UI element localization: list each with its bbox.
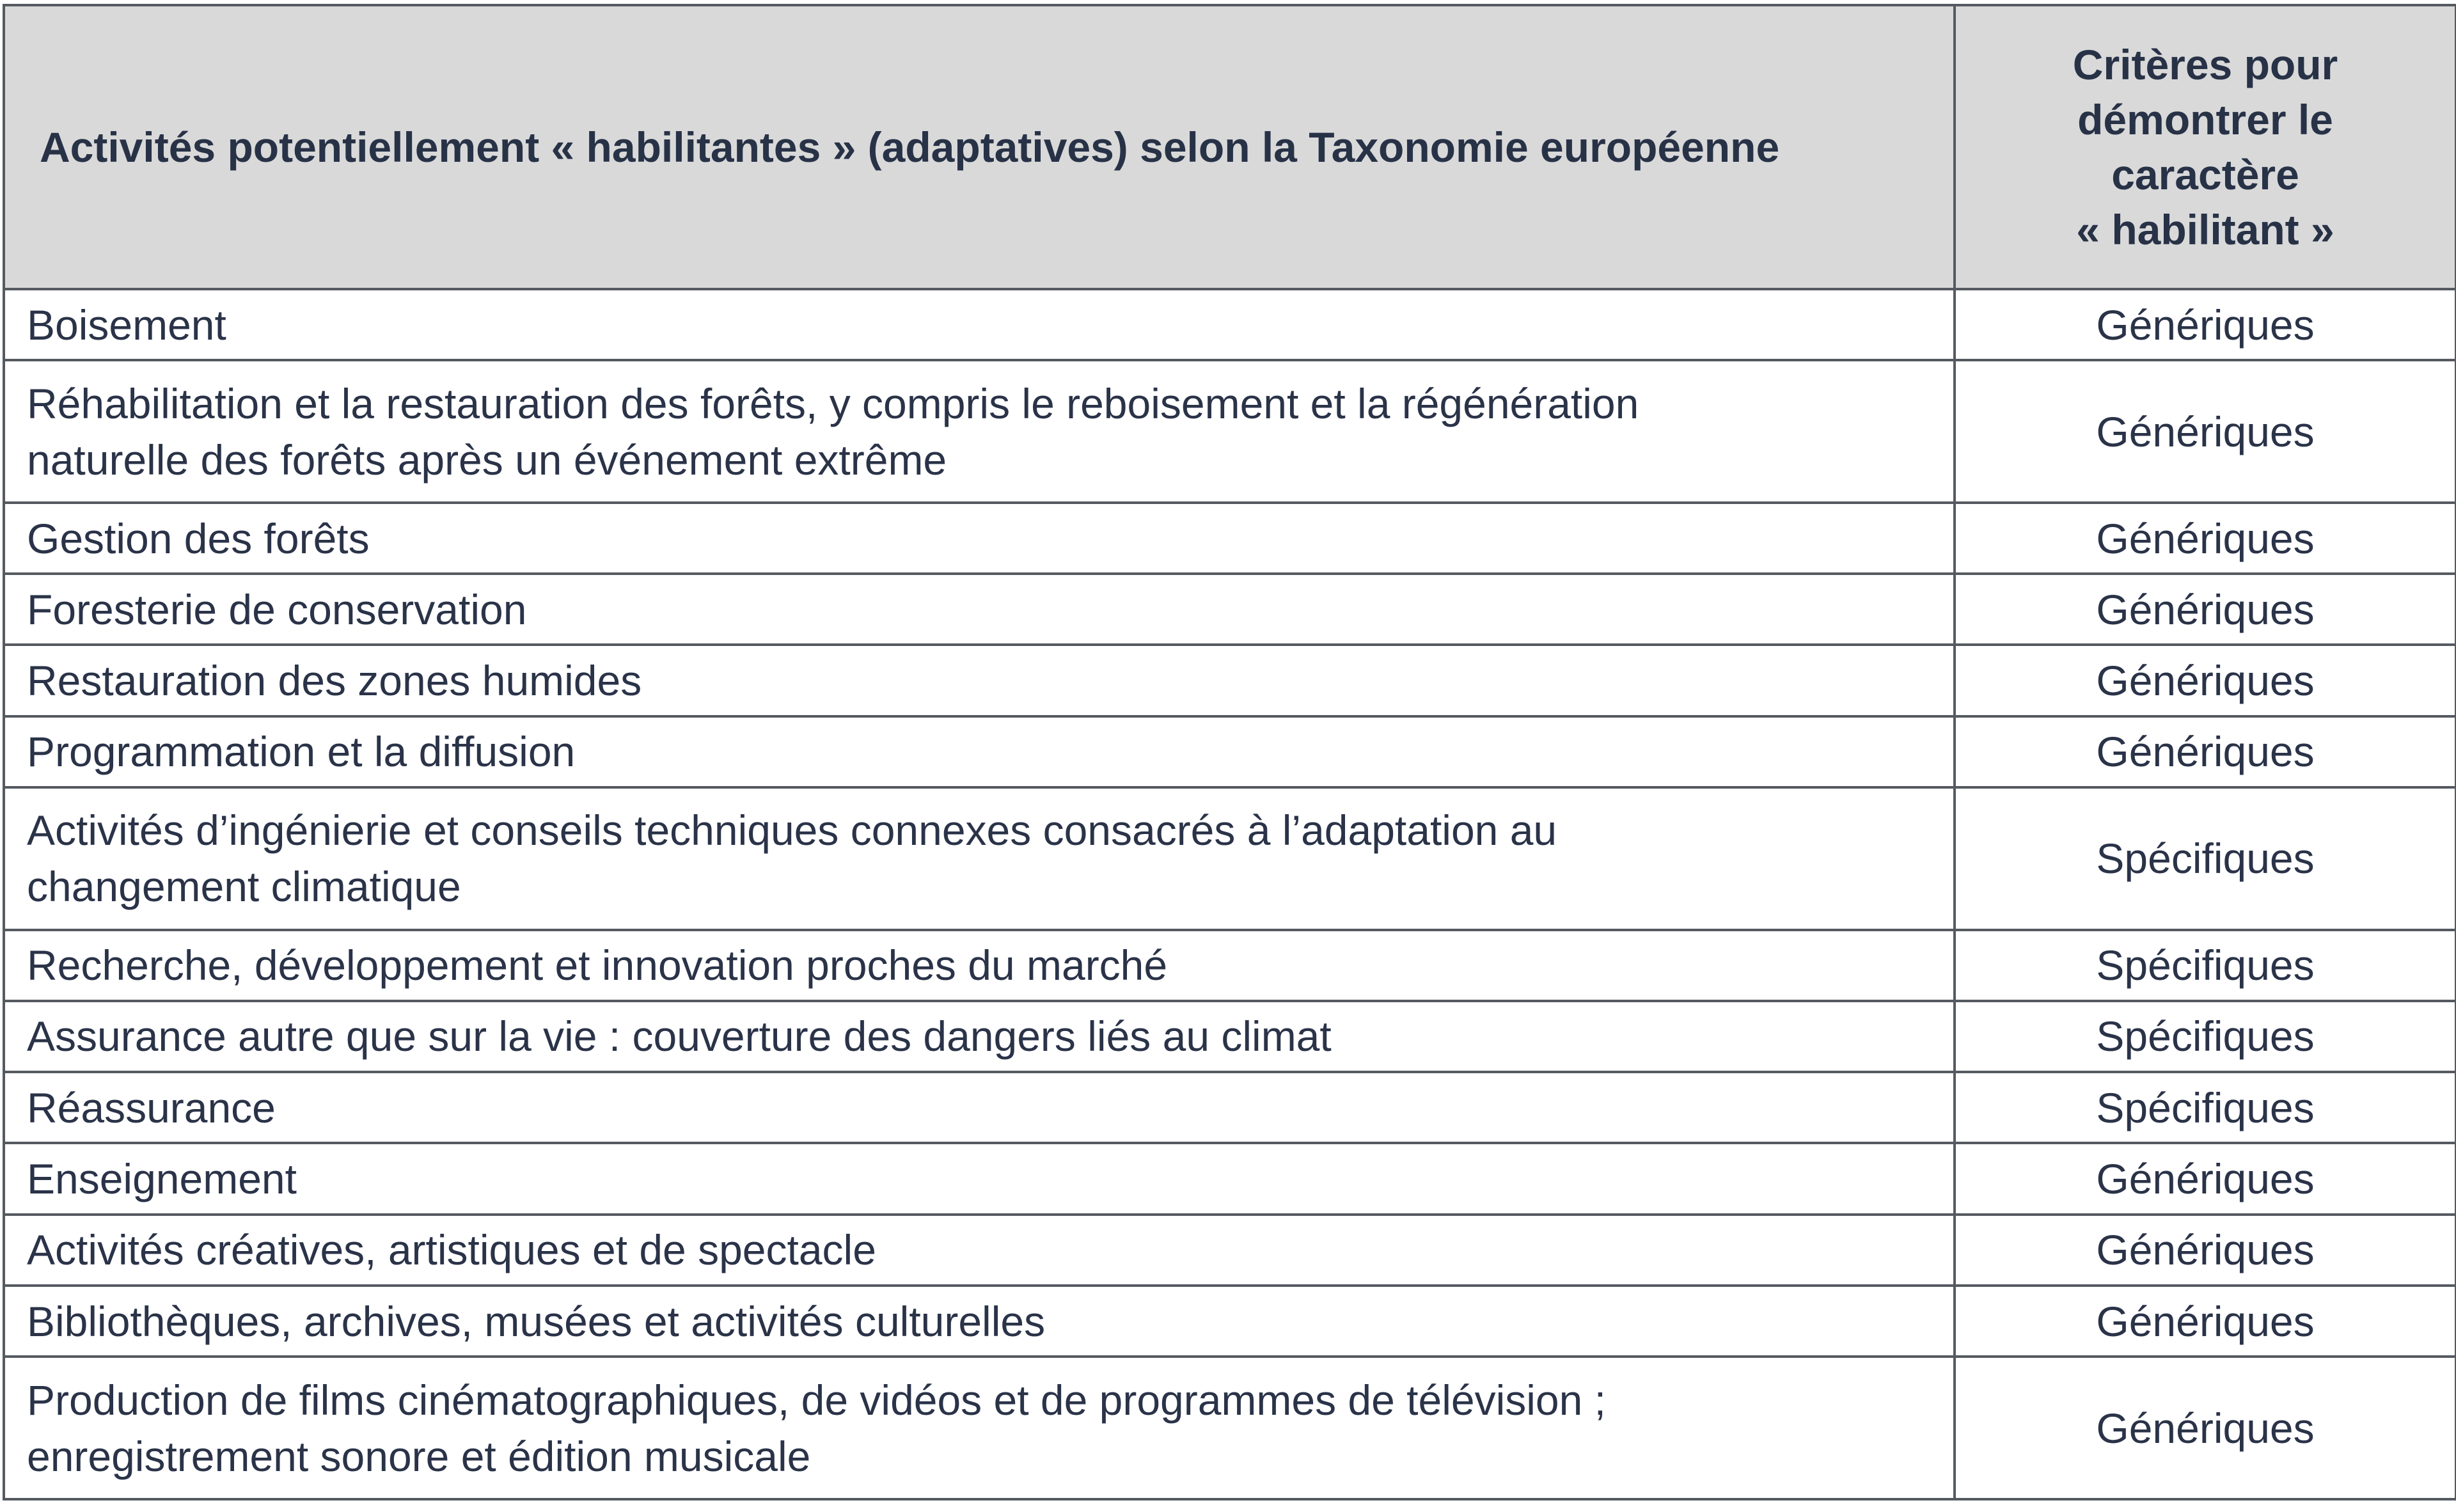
activity-text: naturelle des forêts après un événement extrême [27,436,947,484]
criteria-cell: Génériques [1955,574,2456,645]
criteria-cell: Spécifiques [1955,930,2456,1001]
criteria-cell: Spécifiques [1955,787,2456,930]
criteria-column-header [1955,5,2456,289]
table-row [4,289,2456,360]
activity-text: Réassurance [27,1083,276,1131]
activity-cell [4,1357,1955,1499]
activity-text: Gestion des forêts [27,514,370,562]
activity-cell [4,787,1955,930]
criteria-cell: Génériques [1955,1215,2456,1286]
table-row [4,360,2456,503]
table-row [4,1001,2456,1072]
activity-cell [4,289,1955,360]
criteria-header-line: caractère [2111,151,2299,198]
table-row [4,1072,2456,1143]
activity-text: Assurance autre que sur la vie : couverture des dangers liés au climat [27,1012,1332,1060]
activity-cell [4,1001,1955,1072]
criteria-cell: Génériques [1955,716,2456,787]
activity-text: Production de films cinématographiques, de vidéos et de programmes de télévision ; [27,1376,1607,1424]
activity-cell [4,1286,1955,1357]
activity-text: Foresterie de conservation [27,585,527,633]
criteria-header-line: démontrer le [2077,96,2333,143]
activity-cell [4,645,1955,716]
activity-cell [4,716,1955,787]
criteria-cell: Génériques [1955,1143,2456,1214]
table-row [4,1215,2456,1286]
activity-cell [4,1072,1955,1143]
table-row [4,930,2456,1001]
table-row [4,574,2456,645]
activity-text: Recherche, développement et innovation proches du marché [27,941,1168,989]
activity-column-header: Activités potentiellement « habilitantes » (adaptatives) selon la Taxonomie européenne [4,5,1955,289]
activity-text: Activités créatives, artistiques et de spectacle [27,1226,876,1274]
criteria-cell: Génériques [1955,1357,2456,1499]
activity-cell [4,574,1955,645]
table-row [4,716,2456,787]
activity-text: enregistrement sonore et édition musicale [27,1432,811,1480]
table-body [4,289,2456,1499]
activity-cell [4,503,1955,574]
enabling-activities-table [3,4,2456,1500]
criteria-cell: Génériques [1955,645,2456,716]
table-header [4,5,2456,289]
table-row [4,503,2456,574]
criteria-cell: Génériques [1955,503,2456,574]
criteria-cell: Génériques [1955,289,2456,360]
activity-text: Boisement [27,301,226,349]
activity-cell [4,1143,1955,1214]
activity-text: Restauration des zones humides [27,657,642,705]
header-row [4,5,2456,289]
activity-text: Enseignement [27,1155,297,1203]
table-row [4,1143,2456,1214]
activity-text: Bibliothèques, archives, musées et activités culturelles [27,1297,1046,1345]
activity-text: changement climatique [27,863,461,911]
table-row [4,1286,2456,1357]
table-row [4,787,2456,930]
activity-cell [4,930,1955,1001]
activity-cell [4,1215,1955,1286]
criteria-cell: Spécifiques [1955,1001,2456,1072]
activity-text: Réhabilitation et la restauration des forêts, y compris le reboisement et la régénération [27,379,1639,427]
criteria-header-line: Critères pour [2072,41,2338,88]
activity-text: Programmation et la diffusion [27,728,576,776]
activity-text: Activités d’ingénierie et conseils techniques connexes consacrés à l’adaptation au [27,807,1557,854]
criteria-header-line: « habilitant » [2076,206,2334,253]
table-row [4,645,2456,716]
criteria-cell: Génériques [1955,360,2456,503]
table-row [4,1357,2456,1499]
criteria-cell: Génériques [1955,1286,2456,1357]
activity-cell [4,360,1955,503]
criteria-cell: Spécifiques [1955,1072,2456,1143]
